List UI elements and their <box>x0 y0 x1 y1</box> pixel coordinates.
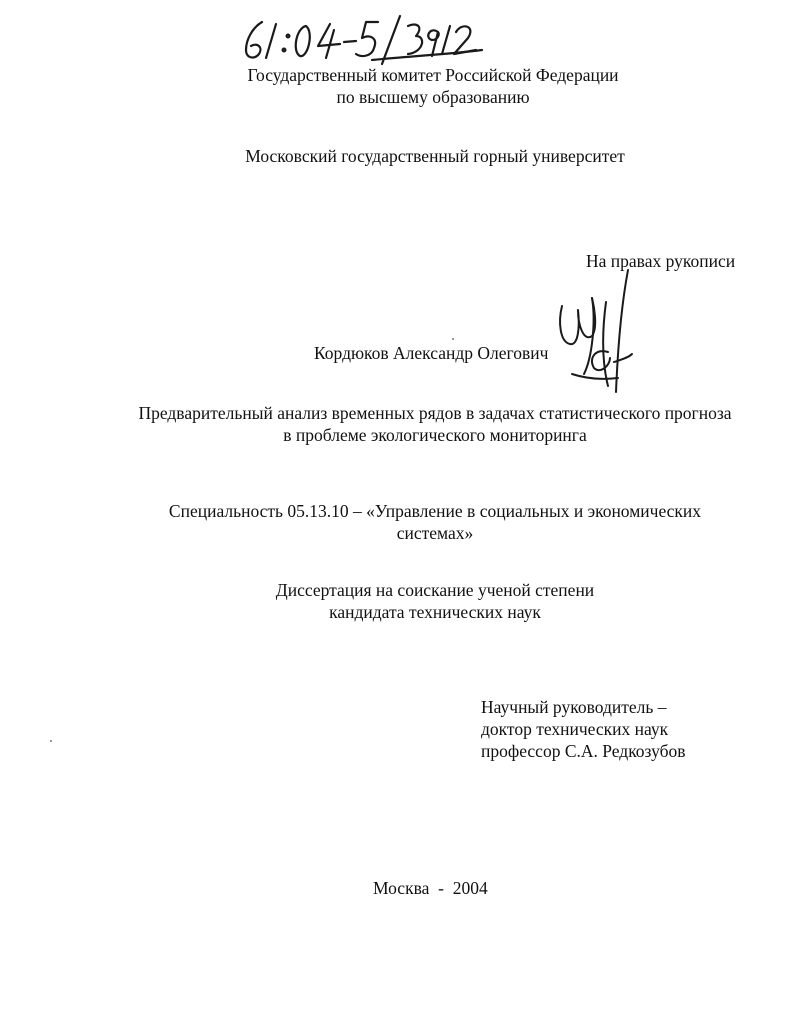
city-year: Москва - 2004 <box>373 878 488 898</box>
scan-speck <box>452 338 454 340</box>
supervisor-label: Научный руководитель – <box>481 697 667 717</box>
manuscript-rights-label: На правах рукописи <box>586 251 736 271</box>
supervisor-name: профессор С.А. Редкозубов <box>481 741 686 761</box>
supervisor-degree: доктор технических наук <box>481 719 669 739</box>
author-signature <box>548 262 638 402</box>
degree-line-1: Диссертация на соискание ученой степени <box>275 580 595 600</box>
committee-line-2: по высшему образованию <box>336 87 530 107</box>
university-name: Московский государственный горный университет <box>245 146 625 166</box>
specialty-line-1: Специальность 05.13.10 – «Управление в социальных и экономических <box>168 501 702 521</box>
dissertation-title-line-1: Предварительный анализ временных рядов в задачах статистического прогноза <box>138 403 732 423</box>
dissertation-title-line-2: в проблеме экологического мониторинга <box>283 425 587 445</box>
degree-line-2: кандидата технических наук <box>329 602 541 622</box>
handwritten-archive-number <box>232 10 492 68</box>
scan-speck <box>50 740 52 742</box>
specialty-line-2: системах» <box>396 523 474 543</box>
committee-line-1: Государственный комитет Российской Федерации <box>247 65 619 85</box>
author-name: Кордюков Александр Олегович <box>314 343 549 363</box>
